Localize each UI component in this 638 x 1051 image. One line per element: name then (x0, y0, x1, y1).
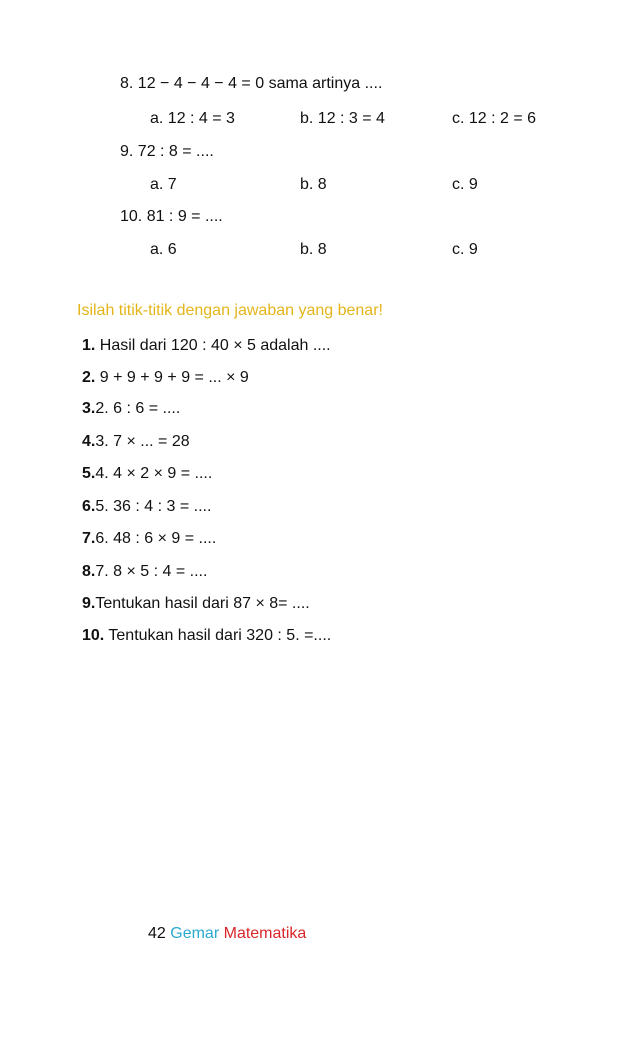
essay-item-text: Hasil dari 120 : 40 × 5 adalah .... (95, 337, 331, 354)
essay-item-text: 5. 36 : 4 : 3 = .... (95, 498, 212, 515)
question-9: 9. 72 : 8 = .... (120, 143, 214, 160)
essay-item-number: 5. (82, 465, 96, 482)
essay-item-text: 2. 6 : 6 = .... (95, 400, 181, 417)
essay-item-1 (82, 337, 331, 355)
essay-item-text: Tentukan hasil dari 87 × 8= .... (95, 595, 310, 612)
essay-item-text: 7. 8 × 5 : 4 = .... (95, 563, 208, 580)
essay-item-2 (82, 369, 249, 387)
page-number: 42 (148, 925, 166, 942)
essay-item-text: 3. 7 × ... = 28 (95, 433, 190, 450)
question-8: 8. 12 − 4 − 4 − 4 = 0 sama artinya .... (120, 75, 383, 92)
essay-item-number: 3. (82, 400, 96, 417)
essay-item-10 (82, 627, 331, 645)
question-10: 10. 81 : 9 = .... (120, 208, 223, 225)
question-8-option-c: c. 12 : 2 = 6 (452, 110, 537, 127)
essay-item-text: Tentukan hasil dari 320 : 5. =.... (104, 627, 332, 644)
essay-item-8 (82, 563, 207, 581)
essay-item-number: 2. (82, 369, 96, 386)
essay-item-9 (82, 595, 310, 613)
essay-item-text: 4. 4 × 2 × 9 = .... (95, 465, 213, 482)
essay-item-5 (82, 465, 212, 483)
book-title-word-1: Gemar (170, 925, 220, 942)
question-10-option-a: a. 6 (150, 241, 177, 258)
question-8-option-b: b. 12 : 3 = 4 (300, 110, 385, 127)
essay-item-number: 9. (82, 595, 96, 612)
essay-item-number: 6. (82, 498, 96, 515)
essay-item-6 (82, 498, 211, 516)
essay-item-number: 1. (82, 337, 96, 354)
essay-item-text: 9 + 9 + 9 + 9 = ... × 9 (95, 369, 249, 386)
essay-item-7 (82, 530, 216, 548)
essay-item-3 (82, 400, 180, 418)
question-8-option-a: a. 12 : 4 = 3 (150, 110, 235, 127)
question-9-option-c: c. 9 (452, 176, 478, 193)
book-title-word-2: Matematika (223, 925, 307, 942)
essay-item-4 (82, 433, 190, 451)
question-10-option-c: c. 9 (452, 241, 478, 258)
question-9-option-a: a. 7 (150, 176, 177, 193)
essay-item-number: 7. (82, 530, 96, 547)
section-instruction: Isilah titik-titik dengan jawaban yang benar! (77, 302, 383, 319)
essay-item-text: 6. 48 : 6 × 9 = .... (95, 530, 217, 547)
question-10-option-b: b. 8 (300, 241, 327, 258)
essay-item-number: 8. (82, 563, 96, 580)
essay-item-number: 4. (82, 433, 96, 450)
question-9-option-b: b. 8 (300, 176, 327, 193)
page-footer (148, 925, 306, 943)
essay-item-number: 10. (82, 627, 105, 644)
